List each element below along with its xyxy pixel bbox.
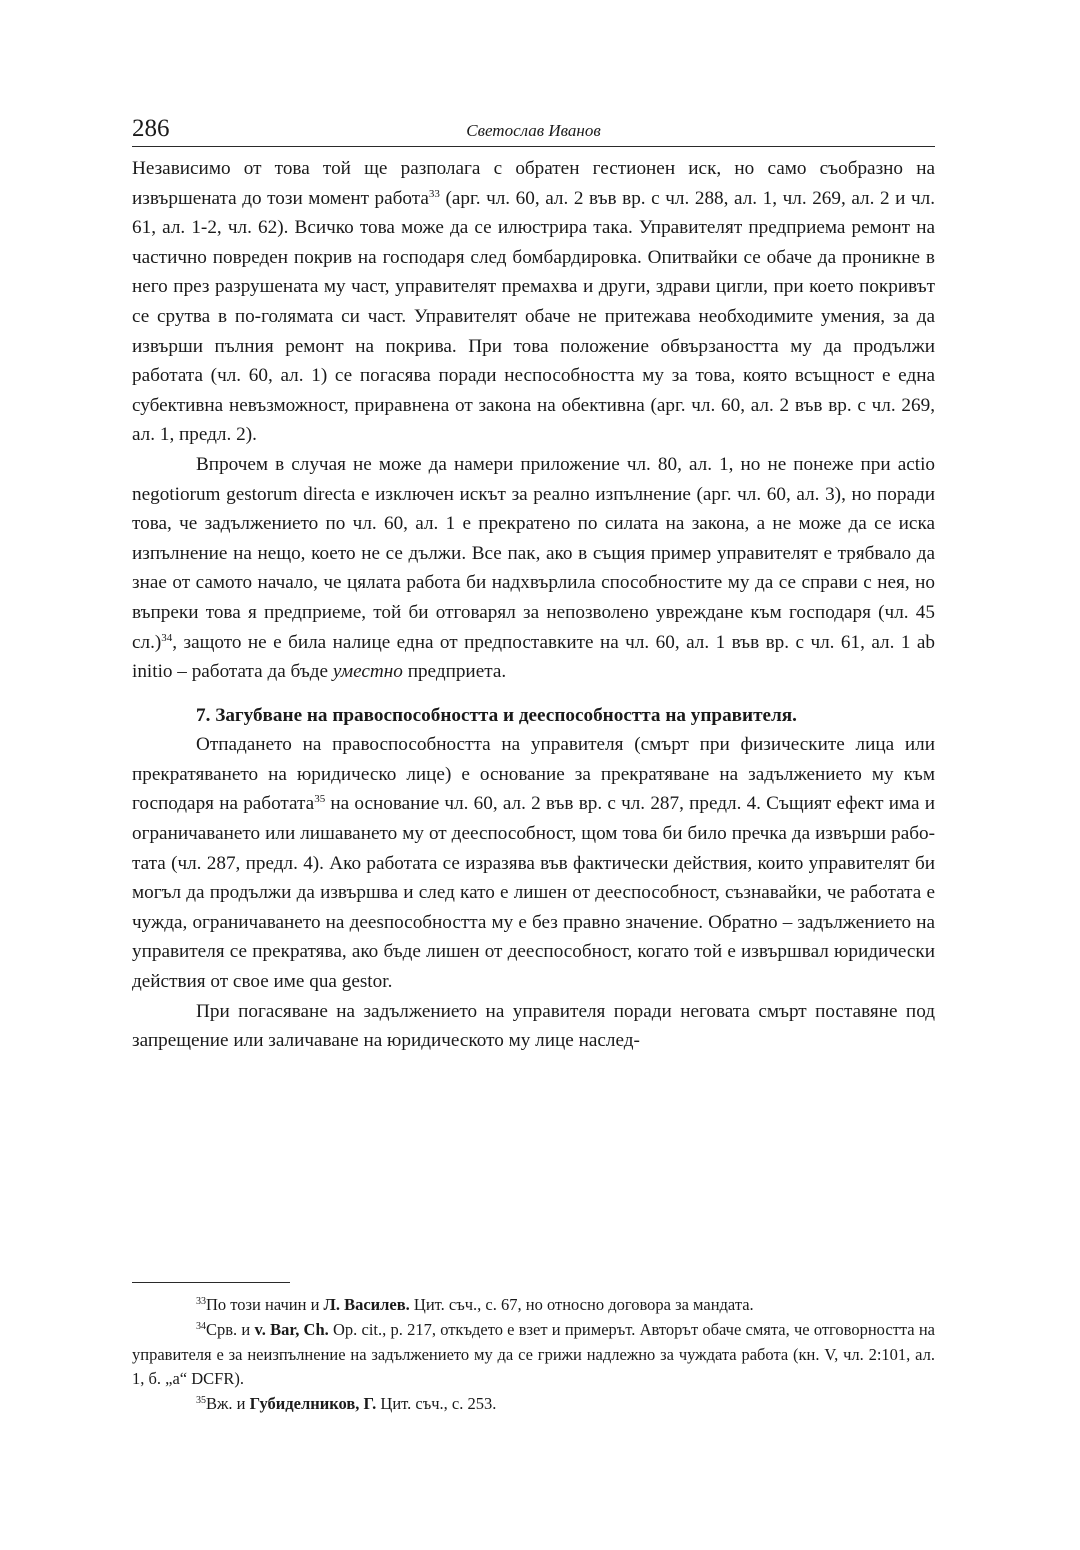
paragraph-text: Независимо от това той ще разполага с обратен гестионен иск, но само съобразно на извършената до този момент работа: [132, 158, 935, 209]
footnote-separator: [132, 1282, 290, 1283]
page-header: [132, 114, 935, 147]
paragraph-text: , защото не е била налице една от предпоставките на чл. 60, ал. 1 във вр. с чл. 61, ал. 1 ab initio – работата да бъде: [132, 631, 935, 683]
paragraph-text: Впрочем в случая не може да намери приложение чл. 80, ал. 1, но не понеже при actio negotiorum gestorum directa е изключен искът за реално изпълнение (арг. чл. 60, ал. 3), но поради това, че задължението по чл. 60, ал. 1 е прекратено по силата на закона, а не може да се иска изпълнение на нещо, което не се дължи. Все пак, ако в същия пример управителят е трябвало да знае от самото начало, че цялата работа би надхвърлила способностите му да се справи с нея, но въпреки това я предприеме, той би отговарял за непозволено увреждане към господаря (чл. 45 сл.): [132, 453, 935, 653]
cited-author: Губиделников, Г.: [249, 1394, 377, 1414]
paragraph-text: предприета.: [402, 661, 507, 683]
paragraph-text: (арг. чл. 60, ал. 2 във вр. с чл. 288, ал. 1, чл. 269, ал. 2 и чл. 61, ал. 1-2, чл. 62). Всичко това може да се илюстрира така. Управителят предприема ремонт на частично повреден покрив на господаря след бомбардировка. Опитвайки се обаче да проникне в него през разрушената му част, управителят премахва и други, здрави цигли, при което покривът се срутва в по-голямата си част. Управителят обаче не притежава необходимите умения, за да извърши пълния ремонт на покрива. При това положение обвързаността му да продължи работата (чл. 60, ал. 1) се погасява поради неспособността му за това, която всъщност е една субективна невъзможност, приравнена от закона на обективна (арг. чл. 60, ал. 2 във вр. с чл. 269, ал. 1, предл. 2).: [132, 187, 936, 446]
page-number: 286: [132, 115, 170, 142]
paragraph: [132, 730, 935, 996]
footnote-number: 33: [196, 1296, 206, 1307]
footnote-ref: 34: [161, 631, 173, 644]
running-head-author: Светослав Иванов: [466, 121, 601, 140]
footnote-number: 34: [196, 1320, 206, 1332]
footnote: $^{33}$По този начин и Л. Василев. Цит. съч., с. 67, но относно договора за мандата.: [196, 1295, 754, 1314]
footnote: $^{34}$Срв. и v. Bar, Ch. Op. cit., p. 217, откъдето е взет и примерът. Авторът обаче смята, че отговорността на управителя е за неизпълнение на задължението му да се грижи надлежно за чуждата работа (кн. V, чл. 2:101, ал. 1, б. „а“ DCFR).: [132, 1319, 935, 1389]
paragraph-text: на основание чл. 60, ал. 2 във вр. с чл. 287, предл. 4. Същият ефект има и ограничаването или лишаването му от дееспособност, щом това би било пречка да извърши работата (чл. 287, предл. 4). Ако работата се изразява във фактически действия, които управителят би могъл да продължи да извършва и след като е лишен от дееспособност, съзнавайки, че работата е чужда, ограничаването на дeesпособността му е без правно значение. Обратно – задължението на управителя се прекратява, ако бъде лишен от дееспособност, когато той е извършвал юридически действия от свое име qua gestor.: [132, 793, 935, 993]
cited-author: Л. Василев.: [323, 1295, 410, 1314]
footnote: $^{35}$Вж. и Губиделников, Г. Цит. съч., с. 253.: [196, 1394, 497, 1414]
paragraph: [132, 450, 935, 687]
footnote-number: 35: [196, 1395, 206, 1407]
paragraph: [132, 154, 935, 450]
emphasis-text: уместно: [332, 661, 403, 683]
paragraph: При погасяване на задължението на управителя поради неговата смърт поставяне под запрещение или заличаване на юридическото му лице наслед-: [132, 1000, 935, 1052]
cited-author: v. Bar, Ch.: [254, 1319, 329, 1339]
section-heading: 7. Загубване на правоспособността и дееспособността на управителя.: [196, 704, 797, 726]
footnote-ref: 33: [428, 187, 440, 200]
footnotes: [132, 1293, 935, 1417]
paragraph-text: Отпадането на правоспособността на управителя (смърт при физическите лица или прекратяването на юридическо лице) е основание за прекратяване на задължението му към господаря на работата: [132, 734, 935, 815]
body-text: [132, 154, 935, 1056]
footnote-ref: 35: [314, 793, 326, 806]
